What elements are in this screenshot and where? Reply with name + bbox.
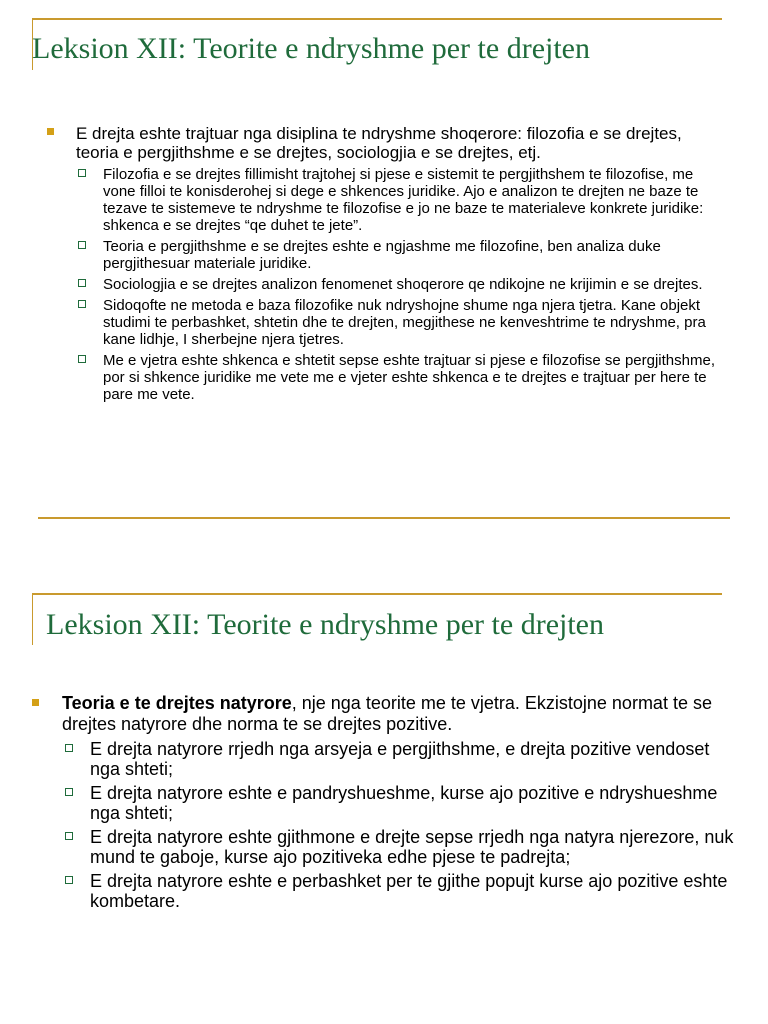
list-item — [62, 693, 742, 911]
sub-bullet-text: E drejta natyrore eshte e pandryshueshme, kurse ajo pozitive e ndryshueshme nga shteti; — [90, 783, 718, 823]
sub-bullet-text: Me e vjetra eshte shkenca e shtetit sepse eshte trajtuar si pjese e filozofise se pergjithshme, por si shkence juridike me vete me e vjeter eshte shkenca e te drejtes e trajtuar per here te pare me vete. — [103, 352, 715, 403]
hollow-square-bullet-icon — [78, 279, 86, 287]
sub-list-item — [90, 739, 742, 779]
slide-title: Leksion XII: Teorite e ndryshme per te drejten — [32, 32, 590, 65]
bullet-list — [62, 693, 742, 915]
sub-list-item — [103, 238, 726, 272]
hollow-square-bullet-icon — [65, 788, 73, 796]
sub-list-item — [90, 827, 742, 867]
sub-list-item — [90, 871, 742, 911]
sub-list-item — [90, 783, 742, 823]
title-left-rule — [32, 593, 33, 645]
sub-list-item — [103, 166, 726, 234]
sub-bullet-text: Sociologjia e se drejtes analizon fenomenet shoqerore qe ndikojne ne krijimin e se drejtes. — [103, 276, 703, 293]
hollow-square-bullet-icon — [78, 241, 86, 249]
square-bullet-icon — [32, 699, 39, 706]
sub-bullet-text: E drejta natyrore eshte e perbashket per te gjithe popujt kurse ajo pozitive eshte kombetare. — [90, 871, 728, 911]
sub-list-item — [103, 297, 726, 348]
bullet-text: , nje nga teorite me te vjetra. Ekzistojne normat te se drejtes natyrore dhe norma te se drejtes pozitive. — [62, 693, 712, 734]
sub-bullet-text: Sidoqofte ne metoda e baza filozofike nuk ndryshojne shume nga njera tjetra. Kane objekt studimi te perbashket, shtetin dhe te drejten, megjithese ne kenveshtrime te ndryshme, pra kane lidhje, I sherbejne njera tjetres. — [103, 297, 706, 348]
title-top-rule — [32, 593, 722, 595]
hollow-square-bullet-icon — [65, 832, 73, 840]
sub-bullet-text: Teoria e pergjithshme e se drejtes eshte e ngjashme me filozofine, ben analiza duke pergjithesuar materiale juridike. — [103, 238, 661, 272]
hollow-square-bullet-icon — [65, 744, 73, 752]
slide-title: Leksion XII: Teorite e ndryshme per te drejten — [46, 608, 604, 641]
bullet-bold-text: Teoria e te drejtes natyrore — [62, 693, 292, 713]
bullet-text: E drejta eshte trajtuar nga disiplina te ndryshme shoqerore: filozofia e se drejtes, teoria e pergjithshme e se drejtes, sociologjia e se drejtes, etj. — [76, 124, 682, 162]
hollow-square-bullet-icon — [65, 876, 73, 884]
hollow-square-bullet-icon — [78, 355, 86, 363]
sub-bullet-list — [103, 166, 726, 403]
hollow-square-bullet-icon — [78, 300, 86, 308]
title-frame — [32, 18, 722, 70]
sub-bullet-text: E drejta natyrore rrjedh nga arsyeja e pergjithshme, e drejta pozitive vendoset nga shteti; — [90, 739, 710, 779]
hollow-square-bullet-icon — [78, 169, 86, 177]
slide-divider-rule — [38, 517, 730, 519]
square-bullet-icon — [47, 128, 54, 135]
list-item — [76, 124, 726, 403]
sub-list-item — [103, 276, 726, 293]
slide-2 — [0, 580, 768, 1024]
sub-bullet-text: Filozofia e se drejtes fillimisht trajtohej si pjese e sistemit te pergjithshem te filozofise, me vone filloi te konisderohej si dege e shkences juridike. Ajo e analizon te drejten ne baze te tezave te sistemeve te ndryshme te filozofise e jo ne baze te materialeve konkrete juridike: shkenca e se drejtes “qe duhet te jete”. — [103, 166, 704, 234]
title-frame — [32, 593, 722, 645]
sub-list-item — [103, 352, 726, 403]
sub-bullet-list — [90, 739, 742, 911]
title-top-rule — [32, 18, 722, 20]
sub-bullet-text: E drejta natyrore eshte gjithmone e drejte sepse rrjedh nga natyra njerezore, nuk mund te gaboje, kurse ajo pozitiveka edhe pjese te padrejta; — [90, 827, 734, 867]
bullet-list — [76, 124, 726, 407]
